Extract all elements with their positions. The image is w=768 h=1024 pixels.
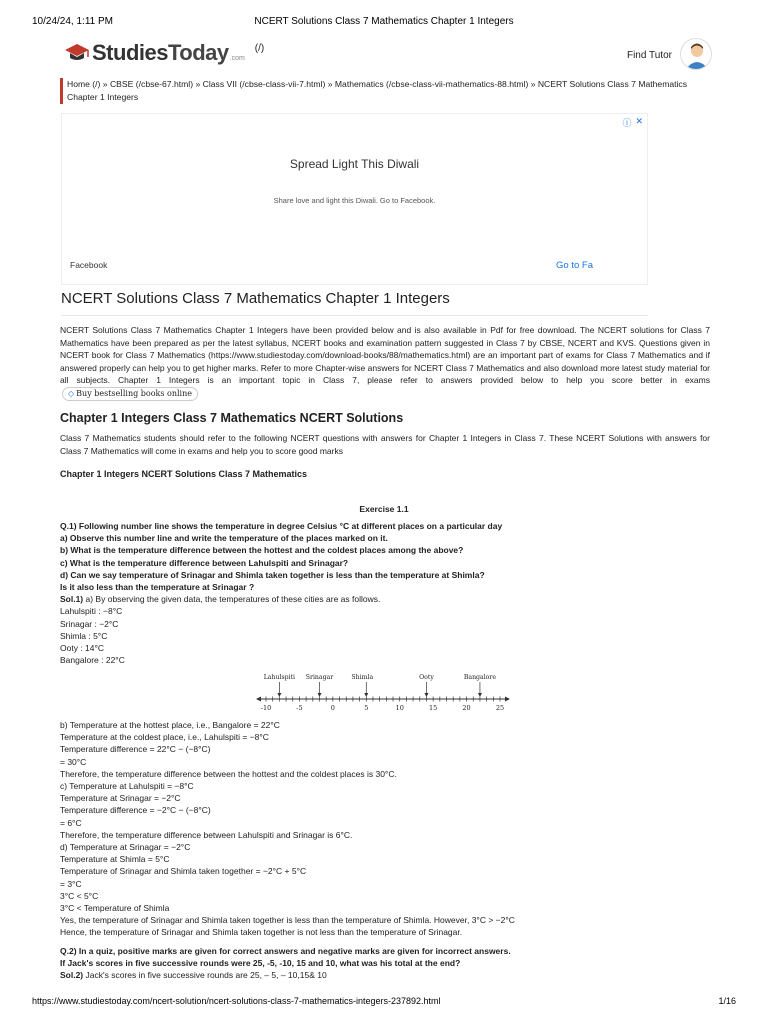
intro-paragraph: NCERT Solutions Class 7 Mathematics Chapter 1 Integers have been provided below and is also available in Pdf for free download. The NCERT solutions for Class 7 Mathematics have been prepared as per the latest syllabus, NCERT books and examination pattern suggested in Class 7 by CBSE, NCERT and KVS. Questions given in NCERT book for Class 7 Mathematics (https://www.studiestoday.com/download-books/88/mathematics.html) are an important part of exams for Class 7 Mathematics and if answered properly can help you to get higher marks. Refer to more Chapter-wise answers for NCERT Class 7 Mathematics and also download more latest study material for all subjects. Chapter 1 Integers is an important topic in Class 7, please refer to answers provided below to help you score better in exams ◇ Buy bestselling books online (60, 324, 710, 401)
advertisement[interactable] (61, 113, 648, 285)
exercise-heading: Exercise 1.1 (359, 504, 409, 514)
subsection-heading: Chapter 1 Integers NCERT Solutions Class 7 Mathematics (60, 469, 308, 479)
tick-label: -5 (296, 704, 303, 712)
question-line: Q.1) Following number line shows the temperature in degree Celsius °C at different places on a particular day (60, 521, 503, 531)
solution-line: c) Temperature at Lahulspiti = −8°C (60, 781, 194, 792)
ad-subtitle: Share love and light this Diwali. Go to Facebook. (273, 196, 436, 205)
print-header (32, 16, 736, 30)
buy-books-badge[interactable]: ◇ Buy bestselling books online (62, 387, 198, 402)
place-label: Shimla (351, 674, 374, 681)
solution-line: Temperature at Shimla = 5°C (60, 854, 170, 865)
ad-info-icon[interactable]: ⓘ (622, 118, 632, 128)
place-label: Lahulspiti (263, 674, 296, 681)
ad-brand: Facebook (70, 260, 108, 270)
pointer-arrow-icon (478, 693, 482, 697)
temperature-number-line (252, 668, 514, 718)
tick-label: 5 (364, 704, 369, 712)
solution-line: Sol.1) a) By observing the given data, the temperatures of these cities are as follows. (60, 594, 381, 605)
print-doc-title: NCERT Solutions Class 7 Mathematics Chapter 1 Integers (254, 16, 514, 27)
place-label: Bangalore (463, 674, 497, 681)
section-heading: Chapter 1 Integers Class 7 Mathematics NCERT Solutions (60, 411, 404, 425)
logo-home-link[interactable]: (/) (254, 42, 265, 54)
tag-icon: ◇ (68, 388, 75, 398)
pointer-arrow-icon (424, 693, 428, 697)
question-line: a) Observe this number line and write the temperature of the places marked on it. (60, 533, 388, 544)
place-label: Ooty (419, 674, 434, 681)
solution-line: Temperature difference = −2°C − (−8°C) (60, 805, 211, 816)
solution-line: Sol.2) Jack's scores in five successive rounds are 25, – 5, – 10,15& 10 (60, 970, 327, 981)
solution-line: = 6°C (60, 817, 82, 828)
solution-line: = 3°C (60, 878, 82, 889)
tick-label: 25 (495, 704, 505, 712)
graduation-cap-icon (64, 42, 90, 64)
tick-label: 20 (462, 704, 471, 712)
question-2 (60, 945, 710, 982)
tick-label: -10 (260, 704, 272, 712)
place-label: Srinagar (305, 674, 334, 681)
find-tutor-link[interactable]: Find Tutor (626, 50, 672, 61)
temp-line: Shimla : 5°C (60, 630, 108, 641)
solution-line: Temperature at the coldest place, i.e., Lahulspiti = −8°C (60, 732, 269, 743)
ad-cta-button[interactable]: Go to Fa (556, 260, 593, 271)
breadcrumb-line: Chapter 1 Integers (67, 92, 139, 102)
tutor-avatar-icon[interactable] (680, 38, 712, 70)
solution-line: Temperature difference = 22°C − (−8°C) (60, 744, 211, 755)
print-datetime: 10/24/24, 1:11 PM (32, 16, 113, 27)
question-line: c) What is the temperature difference between Lahulspiti and Srinagar? (60, 557, 349, 568)
section-paragraph: Class 7 Mathematics students should refer to the following NCERT questions with answers for Chapter 1 Integers in Class 7. These NCERT Solutions with answers for Class 7 Mathematics will come in exams and help you to score good marks (60, 433, 710, 456)
right-arrow-icon (505, 697, 510, 702)
solution-1-continued (60, 719, 710, 939)
site-header (60, 38, 712, 74)
solution-line: Hence, the temperature of Srinagar and Shimla taken together is not less than the temperature of Srinagar. (60, 927, 463, 938)
tick-label: 0 (330, 704, 335, 712)
pointer-arrow-icon (317, 693, 321, 697)
logo-suffix: .com (229, 54, 245, 62)
solution-line: 3°C < 5°C (60, 890, 99, 901)
question-line: b) What is the temperature difference between the hottest and the coldest places among the above? (60, 545, 464, 556)
pointer-arrow-icon (277, 693, 281, 697)
solution-line: Temperature of Srinagar and Shimla taken together = −2°C + 5°C (60, 866, 307, 877)
page-title: NCERT Solutions Class 7 Mathematics Chapter 1 Integers (61, 290, 648, 316)
temp-line: Lahulspiti : −8°C (60, 606, 123, 617)
pointer-arrow-icon (364, 693, 368, 697)
solution-line: Therefore, the temperature difference between Lahulspiti and Srinagar is 6°C. (60, 829, 353, 840)
ad-close-icon[interactable]: ✕ (635, 116, 643, 126)
question-line: If Jack's scores in five successive rounds were 25, -5, -10, 15 and 10, what was his total at the end? (60, 958, 461, 969)
solution-line: b) Temperature at the hottest place, i.e., Bangalore = 22°C (60, 720, 280, 730)
temp-line: Bangalore : 22°C (60, 655, 125, 666)
solution-line: Therefore, the temperature difference between the hottest and the coldest places is 30°C. (60, 768, 397, 779)
logo-wordmark: StudiesToday (92, 40, 229, 65)
temp-line: Srinagar : −2°C (60, 618, 119, 629)
tick-label: 15 (429, 704, 438, 712)
question-1 (60, 520, 710, 666)
question-line: Q.2) In a quiz, positive marks are given for correct answers and negative marks are given for incorrect answers. (60, 946, 511, 956)
question-line: Is it also less than the temperature at Srinagar ? (60, 582, 255, 593)
ad-controls (622, 116, 643, 129)
solution-line: 3°C < Temperature of Shimla (60, 903, 170, 914)
temp-line: Ooty : 14°C (60, 643, 105, 654)
ad-title[interactable]: Spread Light This Diwali (289, 157, 420, 171)
question-line: d) Can we say temperature of Srinagar and Shimla taken together is less than the temperature at Shimla? (60, 569, 485, 580)
print-page-number: 1/16 (718, 996, 736, 1006)
site-logo[interactable] (64, 40, 264, 66)
print-footer (32, 996, 736, 1006)
left-arrow-icon (256, 697, 261, 702)
solution-line: = 30°C (60, 756, 87, 767)
solution-line: d) Temperature at Srinagar = −2°C (60, 842, 191, 853)
breadcrumb-line[interactable]: Home (/) » CBSE (/cbse-67.html) » Class VII (/cbse-class-vii-7.html) » Mathematics (/cbse-class-vii-mathematics-88.html) » NCERT Solutions Class 7 Mathematics (67, 79, 688, 89)
solution-line: Yes, the temperature of Srinagar and Shimla taken together is less than the temperature of Shimla. However, 3°C > −2°C (60, 915, 515, 926)
solution-line: Temperature at Srinagar = −2°C (60, 793, 181, 804)
print-url: https://www.studiestoday.com/ncert-solution/ncert-solutions-class-7-mathematics-integers-237892.html (32, 996, 441, 1006)
breadcrumb[interactable] (60, 78, 688, 104)
tick-label: 10 (395, 704, 404, 712)
